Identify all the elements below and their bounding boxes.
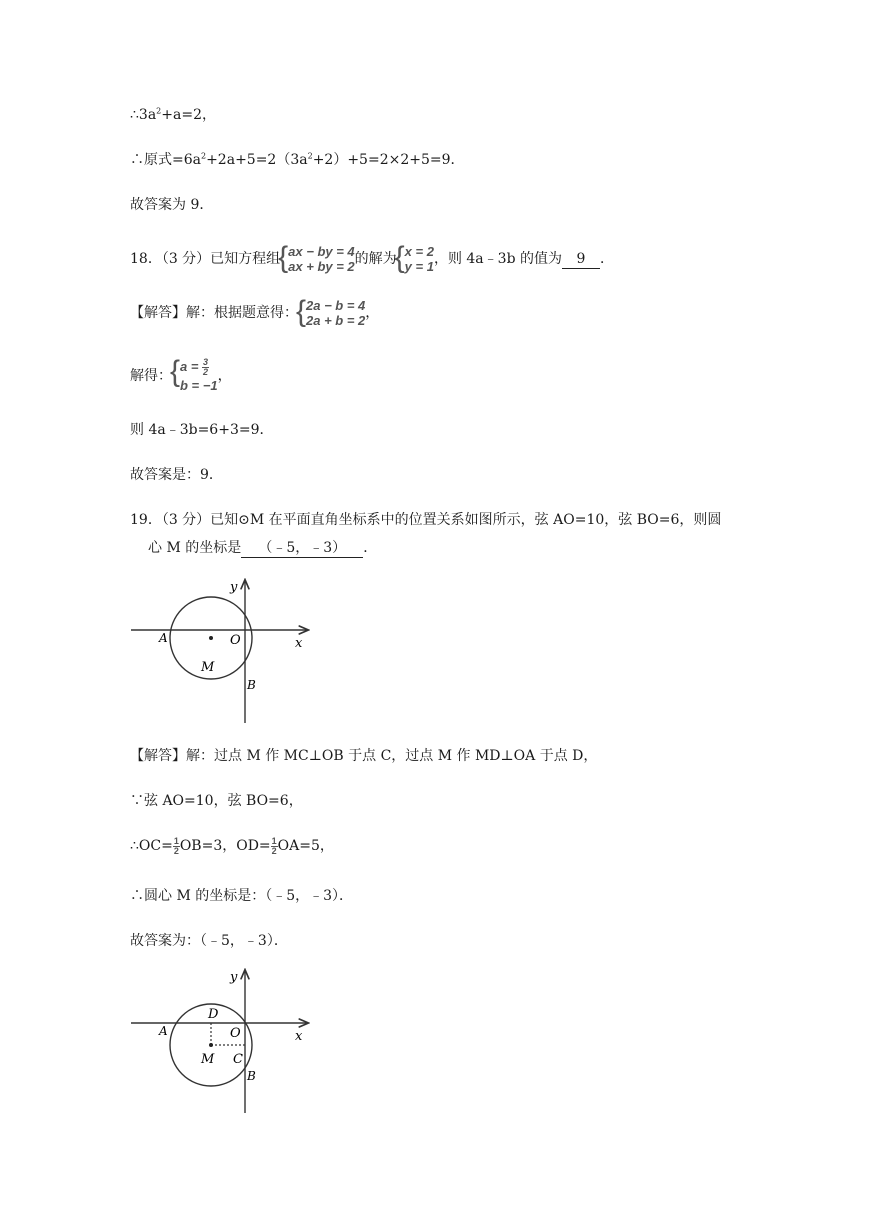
point-label-c: C [233, 1052, 243, 1067]
solution-system [172, 358, 218, 394]
equation: ax + by = 2 [288, 259, 355, 274]
axis-label-x: x [295, 636, 303, 651]
solve-result [130, 358, 232, 394]
step-text: +2）+5=2×2+5=9． [312, 152, 465, 168]
step-calculation [130, 836, 334, 856]
point-label-a: A [159, 631, 168, 645]
question-text: ，则 4a﹣3b 的值为 [433, 251, 562, 267]
question-18 [130, 244, 614, 274]
equation: 2a + b = 2 [306, 313, 366, 328]
axis-label-y: y [230, 970, 238, 985]
center-point [209, 636, 213, 640]
equation: a = [180, 359, 199, 374]
answer-blank: （﹣5，﹣3） [241, 539, 363, 558]
step-text: ∴OC= [130, 838, 173, 854]
exponent: 2 [200, 151, 207, 161]
question-19: 19．（3 分）已知⊙M 在平面直角坐标系中的位置关系如图所示，弦 AO=10，弦 BO=6，则圆 [130, 512, 722, 528]
solution-text: 【解答】解：根据题意得： [130, 305, 298, 321]
step-equation [130, 105, 216, 125]
coordinate-figure [125, 575, 315, 725]
fraction-half [271, 837, 278, 856]
question-text: 18．（3 分）已知方程组 [130, 251, 281, 267]
fraction [202, 358, 209, 377]
question-19-cont [148, 538, 377, 558]
answer-line: 故答案为：（﹣5，﹣3）． [130, 933, 288, 949]
step-result: ∴圆心 M 的坐标是：（﹣5，﹣3）． [130, 888, 354, 904]
numerator: 1 [271, 835, 277, 846]
point-label-m: M [201, 660, 215, 675]
step-text: ∴原式=6a [130, 152, 201, 168]
equation: 2a − b = 4 [306, 298, 366, 313]
equation: x = 2 [404, 244, 434, 259]
point-label-b: B [247, 678, 256, 692]
denominator: 2 [173, 845, 179, 856]
numerator: 1 [173, 835, 179, 846]
point-label-d: D [208, 1007, 219, 1022]
point-label-o: O [230, 633, 241, 648]
solution-18 [130, 298, 379, 328]
question-text: ． [363, 540, 378, 556]
step-calculation: 则 4a﹣3b=6+3=9． [130, 422, 274, 438]
given-line: ∵弦 AO=10，弦 BO=6， [130, 793, 303, 809]
equation-system [298, 298, 365, 328]
coordinate-figure-annotated [125, 965, 315, 1115]
axis-label-y: y [230, 580, 238, 595]
solution-text: 解得： [130, 368, 172, 385]
denominator: 2 [203, 367, 209, 378]
point-label-o: O [230, 1026, 241, 1041]
equation: b = −1 [180, 378, 218, 394]
point-label-b: B [247, 1069, 256, 1083]
step-text: +2a+5=2（3a [206, 152, 308, 168]
question-text: 的解为 [354, 251, 397, 267]
exponent: 2 [156, 106, 162, 116]
step-text: +a=2， [161, 107, 216, 123]
answer-blank: 9 [562, 250, 600, 269]
numerator: 3 [203, 357, 209, 368]
solution-text: ， [217, 368, 232, 385]
answer-line: 故答案是：9． [130, 467, 223, 483]
fraction-half [173, 837, 180, 856]
point-label-a: A [159, 1024, 168, 1038]
answer-line: 故答案为 9． [130, 197, 214, 213]
step-text: OA=5， [277, 838, 334, 854]
step-text: ∴3a [130, 107, 157, 123]
axis-label-x: x [295, 1029, 303, 1044]
question-text: ． [599, 251, 614, 267]
equation: ax − by = 4 [288, 244, 355, 259]
exponent: 2 [307, 151, 313, 161]
solution-text: ， [365, 305, 380, 321]
point-label-m: M [201, 1052, 215, 1067]
step-text: OB=3，OD= [179, 838, 271, 854]
solution-system [397, 244, 434, 274]
question-text: 心 M 的坐标是 [148, 540, 242, 556]
equation-system [280, 244, 355, 274]
center-point [209, 1043, 213, 1047]
step-calculation [130, 150, 465, 170]
denominator: 2 [271, 845, 277, 856]
equation: y = 1 [404, 259, 434, 274]
solution-19: 【解答】解：过点 M 作 MC⊥OB 于点 C，过点 M 作 MD⊥OA 于点 D， [130, 748, 598, 764]
